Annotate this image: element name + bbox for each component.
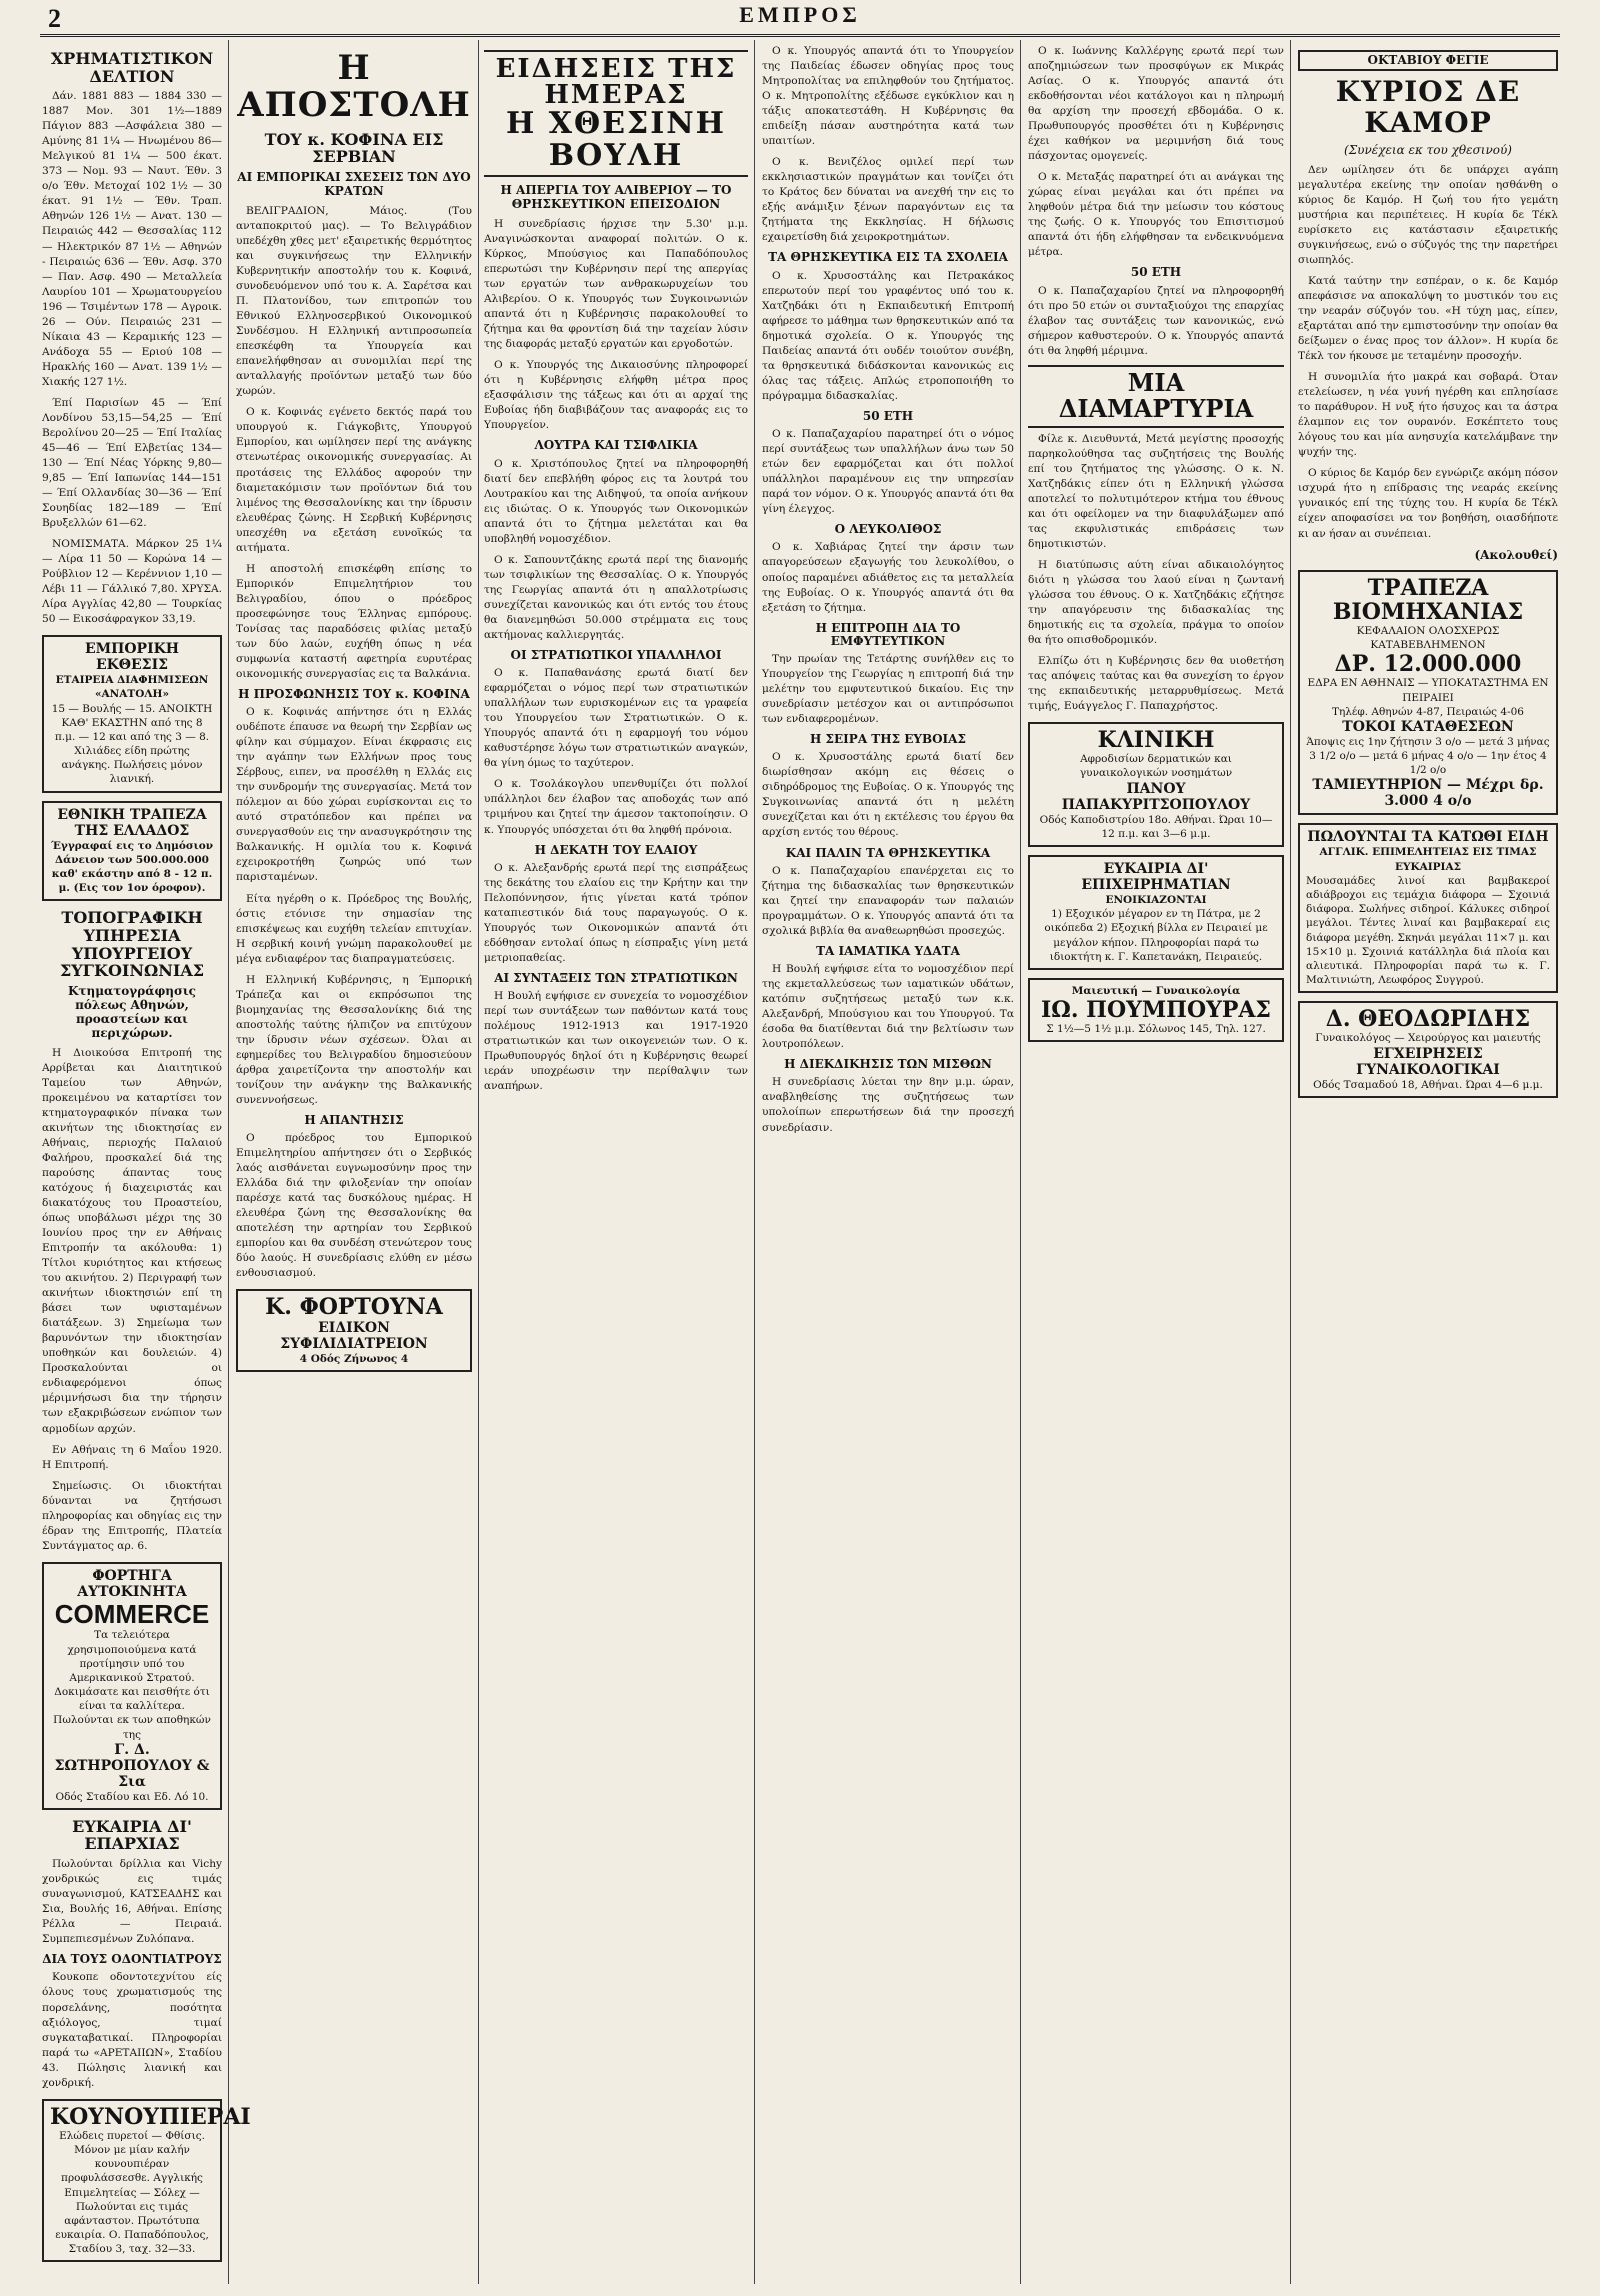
article-paragraph: Ο κ. Αλεξανδρής ερωτά περί της εισπράξεως της δεκάτης του ελαίου εις την Κρήτην και την Πελοπόννησον, ήτις γίνεται κατά τρόπον καταπιεστικόν διά τους παραγωγούς. Ο κ. Υπουργός των Οικονομικών απαντά ότι εδόθησαν εντολαί όπως η είσπραξις γίνη μετά μετριοπαθείας. (484, 861, 748, 964)
expo-title: ΕΜΠΟΡΙΚΗ ΕΚΘΕΣΙΣ (84, 641, 180, 674)
article-paragraph: Ο κ. Παπαζαχαρίου επανέρχεται εις το ζήτημα της διδασκαλίας των θρησκευτικών και ζητεί την επαναφοράν των παλαιών προγραμμάτων. Ο κ. Υπουργός απαντά ότι τα σχολικά βιβλία θα αναθεωρηθώσι προσεχώς. (762, 864, 1014, 937)
finance-text-3: ΝΟΜΙΣΜΑΤΑ. Μάρκον 25 1¼ — Λίρα 11 50 — Κορώνα 14 — Ρούβλιον 12 — Κερέννιον 1,10 — Λέβι 11 — Γάλλικό 7,80. ΧΡΥΣΑ. Λίρα Αγγλίας 42,80 — Τουρκίας 50 — Εικοσάφραγκον 33,19. (42, 538, 222, 626)
serial-continued: (Ακολουθεί) (1474, 547, 1558, 562)
section-heading: ΤΑ ΘΡΗΣΚΕΥΤΙΚΑ ΕΙΣ ΤΑ ΣΧΟΛΕΙΑ (768, 250, 1008, 265)
section-heading: 50 ΕΤΗ (862, 408, 914, 423)
doctor-ad (1028, 978, 1284, 1043)
article-paragraph: Ο κ. Υπουργός απαντά ότι το Υπουργείον της Παιδείας έδωσεν οδηγίας προς τους Μητροπολίτας να επιληφθούν του ζητήματος. Ο κ. Μητροπολίτης εξέδωσε εγκύκλιον και η τάξις αποκατεστάθη. Η Κυβέρνησις θα επιδείξη πάσαν αυστηρότητα κατά των υπαιτίων. (762, 45, 1014, 148)
kun-ad (42, 2099, 251, 2263)
ad-text: ΕΙΔΙΚΟΝ ΣΥΦΙΛΙΔΙΑΤΡΕΙΟΝ (280, 1319, 428, 1352)
banner-title-2: Η ΧΘΕΣΙΝΗ ΒΟΥΛΗ (505, 106, 727, 173)
bank-rates-title: ΤΟΚΟΙ ΚΑΤΑΘΕΣΕΩΝ (1342, 718, 1514, 735)
doctor-ad-2 (1298, 1001, 1558, 1098)
trucks-sub: ΦΟΡΤΗΓΑ ΑΥΤΟΚΙΝΗΤΑ (77, 1567, 187, 1600)
article-paragraph: Ο κ. Χριστόπουλος ζητεί να πληροφορηθή διατί δεν επεβλήθη φόρος εις τα λουτρά του Λουτρακίου και της Αιδηψού, τα οποία ανήκουν εις ιδιώτας. Ο κ. Υπουργός των Οικονομικών απαντά ότι το ζήτημα μελετάται και θα υποβληθή νομοσχέδιον. (484, 457, 748, 545)
business-ad (1028, 855, 1284, 970)
fortouna-ad (236, 1289, 472, 1371)
ad-name: ΠΑΝΟΥ ΠΑΠΑΚΥΡΙΤΣΟΠΟΥΛΟΥ (1061, 780, 1251, 813)
section-heading: ΜΙΑ ΔΙΑΜΑΡΤΥΡΙΑ (1028, 365, 1284, 428)
column-6 (1298, 44, 1558, 2284)
prov-title: ΕΥΚΑΙΡΙΑ ΔΙ' ΕΠΑΡΧΙΑΣ (72, 1816, 192, 1854)
serial-paragraph: Δεν ωμίλησεν ότι δε υπάρχει αγάπη μεγαλυτέρα εκείνης την οποίαν ησθάνθη ο κύριος δε Καμόρ. Η ζωή του ήτο γεμάτη μυστήρια και περιπέτειες. Η κυρία δε Τέκλ ευρίσκετο εις κατάστασιν εξαιρετικής συγκινήσεως, ενώ ο σύζυγός της την παρετήρει σιωπηλός. (1298, 163, 1558, 266)
column-main (484, 44, 748, 2284)
article-paragraph: Ο κ. Χρυσοστάλης και Πετρακάκος επερωτούν περί του γραφέντος υπό του κ. Χατζηδάκι ότι η Εκπαιδευτική Επιτροπή αφήρεσε το μάθημα των θρησκευτικών από τα δημοτικά σχολεία. Ο κ. Υπουργός της Παιδείας απαντά ότι ουδέν τοιούτον συνέβη, τα θρησκευτικά διδάσκονται κανονικώς εις όλας τας τάξεις. Απλώς ετροποποιήθη το πρόγραμμα διδασκαλίας. (762, 269, 1014, 402)
column-2 (236, 44, 472, 2284)
trucks-agent: Γ. Δ. ΣΩΤΗΡΟΠΟΥΛΟΥ & Σια (54, 1741, 210, 1790)
ad-name: Κ. ΦΟΡΤΟΥΝΑ (265, 1294, 443, 1321)
serial-paragraph: Ο κύριος δε Καμόρ δεν εγνώριζε ακόμη πόσον ισχυρά ήτο η επίδρασις της νεαράς εκείνης γυναικός επί της τύχης του. Η κυρία δε Τέκλ είχεν αποφασίσει να τον βοηθήση, οιασδήποτε κι αν ήσαν αι συνέπειαι. (1298, 467, 1558, 540)
article-paragraph: Ο κ. Παπαζαχαρίου παρατηρεί ότι ο νόμος περί συντάξεως των υπαλλήλων άνω των 50 ετών δεν εφαρμόζεται και ότι πολλοί υπάλληλοι παραμένουν εις την υπηρεσίαν παρά τον νόμον. Ο κ. Υπουργός απαντά ότι θα γίνη έλεγχος. (762, 428, 1014, 516)
column-rule (1290, 40, 1291, 2284)
expo-sub: ΕΤΑΙΡΕΙΑ ΔΙΑΦΗΜΙΣΕΩΝ «ΑΝΑΤΟΛΗ» (55, 674, 209, 701)
section-heading: ΚΑΙ ΠΑΛΙΝ ΤΑ ΘΡΗΣΚΕΥΤΙΚΑ (785, 845, 991, 860)
ad-addr: Οδός Καποδιστρίου 18ο. Αθήναι. Ώραι 10—12 π.μ. και 3—6 μ.μ. (1039, 813, 1273, 840)
bank-savings: ΤΑΜΙΕΥΤΗΡΙΟΝ — Μέχρι δρ. 3.000 4 ο/ο (1312, 777, 1544, 810)
section-heading: Η ΔΕΚΑΤΗ ΤΟΥ ΕΛΑΙΟΥ (534, 842, 698, 857)
topo-sub: Κτηματογράφησις πόλεως Αθηνών, προαστείων και περιχώρων. (67, 983, 196, 1040)
expo-text: 15 — Βουλής — 15. ΑΝΟΙΚΤΗ ΚΑΘ' ΕΚΑΣΤΗΝ από της 8 π.μ. — 12 και από της 3 — 8. Χιλιάδες είδη πρώτης ανάγκης. Πωλήσεις μόνον λιανική. (51, 702, 213, 786)
section-heading: ΑΙ ΣΥΝΤΑΞΕΙΣ ΤΩΝ ΣΤΡΑΤΙΩΤΙΚΩΝ (494, 970, 738, 985)
article-paragraph: Η διατύπωσις αύτη είναι αδικαιολόγητος διότι η γλώσσα του λαού είναι η ζωντανή γλώσσα του έθνους. Ο κ. Χατζηδάκις εζήτησε την απαγόρευσιν της διδασκαλίας της δημοτικής εις τα σχολεία, πράγμα το οποίον θα ήτο οπισθοδρομικόν. (1028, 558, 1284, 646)
section-heading: Η ΠΡΟΣΦΩΝΗΣΙΣ ΤΟΥ κ. ΚΟΦΙΝΑ (238, 686, 470, 701)
trucks-ad (42, 1562, 222, 1810)
article-paragraph: Ο κ. Μεταξάς παρατηρεί ότι αι ανάγκαι της χώρας είναι μεγάλαι και ότι πρέπει να ληφθούν μέτρα διά την μείωσιν του κόστους της ζωής. Ο κ. Υπουργός του Επισιτισμού απαντά ότι ήδη ελήφθησαν τα ενδεικνυόμενα μέτρα. (1028, 171, 1284, 259)
bank-hq: ΕΔΡΑ ΕΝ ΑΘΗΝΑΙΣ — ΥΠΟΚΑΤΑΣΤΗΜΑ ΕΝ ΠΕΙΡΑΙΕΙ (1307, 677, 1549, 704)
fog-title: ΔΙΑ ΤΟΥΣ ΟΔΟΝΤΙΑΤΡΟΥΣ (42, 1952, 222, 1967)
article-title: Η ΑΠΟΣΤΟΛΗ (237, 48, 471, 126)
ad-title: Μαιευτική — Γυναικολογία (1071, 984, 1241, 997)
article-paragraph: Ελπίζω ότι η Κυβέρνησις δεν θα υιοθετήση τας απόψεις ταύτας και θα συνεχίση το έργον της εκπαιδευτικής μεταρρυθμίσεως. Μετά τιμής, Ευάγγελος Γ. Παπαχρήστος. (1028, 655, 1284, 713)
article-paragraph: Είτα ηγέρθη ο κ. Πρόεδρος της Βουλής, όστις ετόνισε την σημασίαν της επισκέψεως και ευχήθη τελείαν επιτυχίαν. Η σερβική κοινή γνώμη παρακολουθεί με μέγα ενδιαφέρον τας διαπραγματεύσεις. (236, 892, 472, 965)
article-paragraph: Ο κ. Σαπουντζάκης ερωτά περί της διανομής των τσιφλικίων της Θεσσαλίας. Ο κ. Υπουργός της Γεωργίας απαντά ότι η απαλλοτρίωσις συνεχίζεται κανονικώς και ότι εντός του έτους θα διανεμηθώσι 50.000 στρέμματα εις τους ακτήμονας καλλιεργητάς. (484, 553, 748, 641)
ad-text: Αφροδισίων δερματικών και γυναικολογικών νοσημάτων (1079, 753, 1233, 780)
topo-title: ΤΟΠΟΓΡΑΦΙΚΗ ΥΠΗΡΕΣΙΑ ΥΠΟΥΡΓΕΙΟΥ ΣΥΓΚΟΙΝΩΝΙΑΣ (59, 908, 205, 981)
bank-ad (42, 801, 222, 902)
ad-text: 1) Εξοχικόν μέγαρον εν τη Πάτρα, με 2 οικόπεδα 2) Εξοχική βίλλα εν Πειραιεί με μεγάλον κήπον. Πληροφορίαι παρά τω ιδιοκτήτη κ. Γ. Καπετανάκη, Πειραιεύς. (1044, 908, 1268, 963)
ad-addr: Σ 1½—5 1½ μ.μ. Σόλωνος 145, Τηλ. 127. (1046, 1023, 1266, 1036)
article-paragraph: Ο κ. Χρυσοστάλης ερωτά διατί δεν διωρίσθησαν ακόμη εις θέσεις ο σιδηρόδρομος της Ευβοίας. Ο κ. Υπουργός της Συγκοινωνίας απαντά ότι η μελέτη συνεχίζεται και ότι η εκτέλεσις του έργου θα αρχίση εντός του θέρους. (762, 751, 1014, 839)
news-banner (484, 50, 748, 177)
sale-sub: ΑΓΓΛΙΚ. ΕΠΙΜΕΛΗΤΕΙΑΣ ΕΙΣ ΤΙΜΑΣ ΕΥΚΑΙΡΙΑΣ (1319, 846, 1537, 873)
page-number: 2 (48, 4, 61, 33)
bank-rates: Άποψις εις 1ην ζήτησιν 3 ο/ο — μετά 3 μήνας 3 1/2 ο/ο — μετά 6 μήνας 4 ο/ο — 1ην έτος 4 1/2 ο/ο (1306, 735, 1550, 777)
article-paragraph: Ο κ. Βενιζέλος ομιλεί περί των εκκλησιαστικών πραγμάτων και τονίζει ότι το Κράτος δεν δύναται να ανεχθή την εις το εξής ανάμιξιν ξένων παραγόντων εις τα ζητήματα της Εκκλησίας. Η δήλωσις εχαιρετίσθη διά χειροκροτημάτων. (762, 156, 1014, 244)
ad-sub: ΕΝΟΙΚΙΑΖΟΝΤΑΙ (1105, 894, 1207, 906)
article-paragraph: Την πρωίαν της Τετάρτης συνήλθεν εις το Υπουργείον της Γεωργίας η επιτροπή διά την μελέτην του εμφυτευτικού δικαίου. Εις την συνεδρίασιν μετέσχον και οι αντιπρόσωποι των ενδιαφερομένων. (762, 652, 1014, 726)
prov-text: Πωλούνται δρίλλια και Vichy χονδρικώς εις τιμάς συναγωνισμού, ΚΑΤΣΕΑΔΗΣ και Σια, Βουλής 16, Αθήναι. Επίσης Ρέλλα — Πειραιά. Συμπεπιεσμένων Ζυλόπανα. (42, 1858, 222, 1946)
article-paragraph: Η Βουλή εψήφισε εν συνεχεία το νομοσχέδιον περί των συντάξεων των παθόντων κατά τους πολέμους 1912-1913 και 1917-1920 στρατιωτικών και των οικογενειών των. Ο κ. Πρωθυπουργός δηλοί ότι η Κυβέρνησις θεωρεί ιεράν υποχρέωσιν την περίθαλψιν των αναπήρων. (484, 990, 748, 1093)
section-heading: ΛΟΥΤΡΑ ΚΑΙ ΤΣΙΦΛΙΚΙΑ (534, 438, 698, 453)
doc-addr: Οδός Τσαμαδού 18, Αθήναι. Ώραι 4—6 μ.μ. (1313, 1078, 1543, 1091)
ad-title: ΕΥΚΑΙΡΙΑ ΔΙ' ΕΠΙΧΕΙΡΗΜΑΤΙΑΝ (1081, 861, 1231, 893)
serial-note: (Συνέχεια εκ του χθεσινού) (1344, 142, 1512, 157)
trucks-text: Τα τελειότερα χρησιμοποιούμενα κατά προτίμησιν υπό του Αμερικανικού Στρατού. Δοκιμάσατε και πεισθήτε ότι είναι τα καλλίτερα. Πωλούνται εκ των αποθηκών της (53, 1629, 211, 1741)
bank-title: ΕΘΝΙΚΗ ΤΡΑΠΕΖΑ ΤΗΣ ΕΛΛΑΔΟΣ (57, 806, 207, 839)
section-heading: Η ΑΠΑΝΤΗΣΙΣ (304, 1112, 404, 1127)
article-paragraph: Η συνεδρίασις ήρχισε την 5.30' μ.μ. Αναγινώσκονται αναφοραί πολιτών. Ο κ. Κύρκος, Μπούσγιος και Παπαδόπουλος επερωτώσι την Κυβέρνησιν περί της απεργίας των εργατών των ανθρακωρυχείων του Αλιβερίου. Ο κ. Υπουργός των Συγκοινωνιών απαντά ότι η Κυβέρνησις παρακολουθεί το ζήτημα και θα φροντίση διά την ταχείαν λύσιν της διαφοράς μεταξύ εργατών και εργοδοτών. (484, 218, 748, 351)
section-heading: 50 ΕΤΗ (1130, 265, 1182, 280)
article-paragraph: Η Βουλή εψήφισε είτα το νομοσχέδιον περί της εκμεταλλεύσεως των ιαματικών υδάτων, κατόπιν συζητήσεως μεταξύ των κ.κ. Αλεξανδρή, Μπούσγιου και του Υπουργού. Τα έσοδα θα διατίθενται διά την βελτίωσιν των λουτροπόλεων. (762, 963, 1014, 1051)
masthead (40, 4, 1560, 37)
article-paragraph: Ο κ. Κοφινάς εγένετο δεκτός παρά του υπουργού κ. Γιάγκοβιτς, Υπουργού Εμπορίου, και ωμίλησεν περί της ανάγκης στενωτέρας οικονομικής συνεργασίας. Αι προτάσεις της Ελλάδος αφορούν την διαμετακόμισιν των προϊόντων διά του λιμένος της Θεσσαλονίκης και την ίδρυσιν ελευθέρας ζώνης. Η Σερβική Κυβέρνησις υπεσχέθη να εξετάση ευνοϊκώς τα αιτήματα. (236, 406, 472, 554)
expo-ad (42, 635, 222, 792)
industry-bank-ad (1298, 570, 1558, 816)
paper-name: ΕΜΠΡΟΣ (739, 2, 861, 27)
serial-title: ΚΥΡΙΟΣ ΔΕ ΚΑΜΟΡ (1335, 75, 1521, 139)
article-paragraph: Ο κ. Κοφινάς απήντησε ότι η Ελλάς ουδέποτε έπαυσε να θεωρή την Σερβίαν ως φίλην και σύμμαχον. Είναι έκφρασις εις την αγάπην των Ελλήνων προς τους Σέρβους, ειπεν, να προσέλθη η Ελλάς εις την συνδρομήν της συνεργασίας. Μετά τον πόλεμον αι δύο χώραι ευρίσκονται εις το αυτό στρατόπεδον και πρέπει να συνεργασθούν εις την ανασυγκρότησιν της Βαλκανικής. Η ομιλία του κ. Κοφινά εχειροκροτήθη ζωηρώς υπό των παρισταμένων. (236, 706, 472, 884)
ad-name: ΙΩ. ΠΟΥΜΠΟΥΡΑΣ (1040, 997, 1271, 1024)
topo-text: Η Διοικούσα Επιτροπή της Αρρίβεται και Διαιτητικού Ταμείου των Αθηνών, προκειμένου να καταρτίσει τον κτηματογραφικόν πίνακα των ακινήτων της ιδιοκτησίας εν Αθήναις, περιοχής Παλαιού Φαλήρου, προσκαλεί διά της παρούσης άπαντας τους κατόχους ή διαχειριστάς και διακατόχους του Προαστείου, όπως υποβάλωσι μέχρι της 30 Ιουνίου προς την εν Αθήναις Επιτροπήν τα ακόλουθα: 1) Τίτλοι κυριότητος και κτήσεως του ακινήτου. 2) Περιγραφή των ακινήτων ιδιοκτησιών επί τη βάσει των υφισταμένων διατάξεων. 3) Σημείωμα των βαρυνόντων την ιδιοκτησίαν υποθηκών και δουλειών. 4) Προσκαλούνται οι ενδιαφερόμενοι όπως μέριμνήσωσι δια την τήρησιν των εξακριβώσεων ενώπιον των αρμοδίων αρχών. (42, 1046, 222, 1435)
ad-title: ΚΛΙΝΙΚΗ (1097, 727, 1215, 754)
article-sub: ΑΙ ΕΜΠΟΡΙΚΑΙ ΣΧΕΣΕΙΣ ΤΩΝ ΔΥΟ ΚΡΑΤΩΝ (237, 169, 471, 198)
column-rule (228, 40, 229, 2284)
topo-note: Σημείωσις. Οι ιδιοκτήται δύνανται να ζητήσωσι πληροφορίας και οδηγίας εις την έδραν της Επιτροπής, Πλατεία Συντάγματος αρ. 6. (42, 1479, 222, 1552)
clinic-ad (1028, 722, 1284, 847)
serial-paragraph: Η συνομιλία ήτο μακρά και σοβαρά. Όταν ετελείωσεν, η νέα γυνή ηγέρθη και επλησίασε το παράθυρον. Η νυξ ήτο ήσυχος και τα άστρα έλαμπον εις τον ουρανόν. Εσκέπτετο τους λόγους του και μία ανησυχία κατελάμβανε την ψυχήν της. (1298, 371, 1558, 459)
bank-text: Έγγραφαί εις το Δημόσιον Δάνειον των 500.000.000 καθ' εκάστην από 8 - 12 π. μ. (Εις τον 1ον όροφον). (50, 839, 213, 895)
section-heading: ΤΑ ΙΑΜΑΤΙΚΑ ΥΔΑΤΑ (816, 943, 960, 958)
column-1 (42, 44, 251, 2284)
article-paragraph: Ο κ. Παπαθανάσης ερωτά διατί δεν εφαρμόζεται ο νόμος περί των στρατιωτικών υπαλλήλων των ευρισκομένων εις τα γραφεία του Υπουργείου των Στρατιωτικών. Ο κ. Υπουργός απαντά ότι η εφαρμογή του νόμου καθυστέρησε λόγω των στρατιωτικών αναγκών, θα γίνη όμως το ταχύτερον. (484, 667, 748, 770)
finance-text-2: Έπί Παρισίων 45 — Έπί Λονδίνου 53,15—54,25 — Έπί Βερολίνου 20—25 — Έπί Ιταλίας 45—46 — Έπί Ελβετίας 134—130 — Έπί Νέας Υόρκης 9,80—9,85 — Έπί Ιαπωνίας 144—151 — Έπί Ολλανδίας 30—36 — Έπί Σουηδίας 182—189 — Έπί Βρυξελλών 61—62. (42, 396, 222, 530)
doc-name: Δ. ΘΕΟΔΩΡΙΔΗΣ (1325, 1006, 1531, 1033)
column-rule (1020, 40, 1021, 2284)
bank-amount: ΔΡ. 12.000.000 (1334, 651, 1522, 678)
doc-spec: Γυναικολόγος — Χειρούργος και μαιευτής (1315, 1032, 1541, 1045)
column-rule (478, 40, 479, 2284)
column-3 (762, 44, 1014, 2284)
article-paragraph: ΒΕΛΙΓΡΑΔΙΟΝ, Μάιος. (Του ανταποκριτού μας). — Το Βελιγράδιον υπεδέχθη χθες μετ' εξαιρετικής θερμότητος και συγκινήσεως την Ελληνικήν Κυβερνητικήν αποστολήν του κ. Κοφινά, συνοδευόμενον υπό του κ. Α. Σαρέτσα και Π. Πλατονίδου, των επιτροπών του Εθνικού Ελληνοσερβικού Οικονομικού Συνδέσμου. Η Ελληνική αντιπροσωπεία επεσκέφθη τα Υπουργεία και επανελήφθησαν αι συνομιλίαι περί της ανταλλαγής προϊόντων μεταξύ των δύο χωρών. (236, 204, 472, 398)
serial-author: ΟΚΤΑΒΙΟΥ ΦΕΓΙΕ (1298, 50, 1558, 71)
ad-addr: 4 Οδός Ζήνωνος 4 (299, 1352, 409, 1365)
article-paragraph: Ο κ. Υπουργός της Δικαιοσύνης πληροφορεί ότι η Κυβέρνησις ελήφθη μέτρα προς εξασφάλισιν της τάξεως και ότι αι αρχαί της Ευβοίας ήδη διαβιβάζουν τας αναφοράς εις το Υπουργείον. (484, 359, 748, 432)
sale-ad (1298, 823, 1558, 993)
section-heading: Ο ΛΕΥΚΟΛΙΘΟΣ (834, 522, 942, 537)
article-title-2: ΤΟΥ κ. ΚΟΦΙΝΑ ΕΙΣ ΣΕΡΒΙΑΝ (264, 129, 444, 167)
trucks-addr: Οδός Σταδίου και Εδ. Λό 10. (55, 1790, 209, 1803)
section-heading: Η ΔΙΕΚΔΙΚΗΣΙΣ ΤΩΝ ΜΙΣΘΩΝ (784, 1057, 992, 1072)
article-paragraph: Ο κ. Ιωάννης Καλλέργης ερωτά περί των αποζημιώσεων των προσφύγων εκ Μικράς Ασίας. Ο κ. Υπουργός απαντά ότι εκδοθήσονται νέοι κατάλογοι και η πληρωμή θα αρχίση την προσεχή εβδομάδα. Ο κ. Πρωθυπουργός προσθέτει ότι η Κυβέρνησις έχει καθήκον να μεριμνήση διά τους πάσχοντας ομογενείς. (1028, 45, 1284, 163)
finance-title: ΧΡΗΜΑΤΙΣΤΙΚΟΝ ΔΕΛΤΙΟΝ (50, 49, 214, 86)
doc-cert: ΕΓΧΕΙΡΗΣΕΙΣ ΓΥΝΑΙΚΟΛΟΓΙΚΑΙ (1356, 1045, 1500, 1078)
section-heading: Η ΣΕΙΡΑ ΤΗΣ ΕΥΒΟΙΑΣ (810, 732, 966, 747)
topo-date: Εν Αθήναις τη 6 Μαΐου 1920. Η Επιτροπή. (42, 1443, 222, 1471)
section-heading: Η ΕΠΙΤΡΟΠΗ ΔΙΑ ΤΟ ΕΜΦΥΤΕΥΤΙΚΟΝ (815, 620, 961, 648)
article-paragraph: Φίλε κ. Διευθυντά, Μετά μεγίστης προσοχής παρηκολούθησα τας συζητήσεις της Βουλής επί του ζητήματος της γλώσσης. Ο κ. Ν. Χατζηδάκις είπεν ότι η Ελληνική γλώσσα αποτελεί το πολυτιμότερον κτήμα του έθνους και ότι οφείλομεν να την διαφυλάξωμεν από τας εκφυλιστικάς επιδράσεις των δημοτικιστών. (1028, 432, 1284, 550)
sale-text: Μουσαμάδες λινοί και βαμβακεροί αδιάβροχοι εις τεμάχια διάφορα — Σχοινιά διάφορα. Σωλήνες σιδηροί. Κάλυκες σιδηροί μεγάλοι. Τέντες λιναί και βαμβακεραί εις διάφορα μεγέθη. Σκηνάι μεγάλαι 11×7 μ. και 15×10 μ. Σχοινιά κατάλληλα διά πλοία και αλιευτικά. Πληροφορίαι παρά τω κ. Γ. Μαλτινιώτη, Λεωφόρος Συγγρού. (1306, 874, 1550, 987)
bank-phone: Τηλέφ. Αθηνών 4-87, Πειραιώς 4-06 (1331, 705, 1524, 718)
article-paragraph: Ο πρόεδρος του Εμπορικού Επιμελητηρίου απήντησεν ότι ο Σερβικός λαός αισθάνεται ευγνωμοσύνην προς την Ελλάδα διά την φιλοξενίαν την οποίαν παρέσχε κατά τας δυσκόλους ημέρας. Η ελευθέρα ζώνη της Θεσσαλονίκης θα αποτελέση την αρτηρίαν του Σερβικού εμπορίου και θα συνδέση στενώτερον τους δύο λαούς. Η συνεδρίασις ελύθη εν μέσω ενθουσιασμού. (236, 1132, 472, 1280)
article-paragraph: Η συνεδρίασις λύεται την 8ην μ.μ. ώραν, αναβληθείσης της συζητήσεως των υπολοίπων επερωτήσεων διά την προσεχή συνεδρίασιν. (762, 1076, 1014, 1134)
kun-text: Ελώδεις πυρετοί — Φθίσις. Μόνον με μίαν καλήν κουνουπιέραν προφυλάσσεσθε. Αγγλικής Επιμελητείας — Σόλεχ — Πωλούνται εις τιμάς αφάνταστον. Πρωτότυπα ευκαιρία. Ο. Παπαδόπουλος, Σταδίου 3, ταχ. 32—33. (55, 2129, 209, 2256)
section-heading: ΟΙ ΣΤΡΑΤΙΩΤΙΚΟΙ ΥΠΑΛΛΗΛΟΙ (510, 648, 722, 662)
banner-title-1: ΕΙΔΗΣΕΙΣ ΤΗΣ ΗΜΕΡΑΣ (495, 54, 737, 110)
column-5 (1028, 44, 1284, 2284)
fog-text: Κουκοπε οδοντοτεχνίτου είς όλους τους χρωματισμούς της πορσελάνης, ποσότητα αξιόλογος, τιμαί συγκαταβατικαί. Πληροφορίαι παρά τω «ΑΡΕΤΑΙΙΩΝ», Σταδίου 43. Πώλησις λιανική και χονδρική. (42, 1971, 222, 2089)
banner-sub: Η ΑΠΕΡΓΙΑ ΤΟΥ ΑΛΙΒΕΡΙΟΥ — ΤΟ ΘΡΗΣΚΕΥΤΙΚΟΝ ΕΠΕΙΣΟΔΙΟΝ (500, 183, 732, 211)
sale-title: ΠΩΛΟΥΝΤΑΙ ΤΑ ΚΑΤΩΘΙ ΕΙΔΗ (1307, 829, 1549, 846)
serial-paragraph: Κατά ταύτην την εσπέραν, ο κ. δε Καμόρ απεφάσισε να αποκαλύψη το μυστικόν του εις την νεαράν σύζυγόν του. «Η τύχη μας, είπεν, εξαρτάται από την εμπιστοσύνην την οποίαν θα δείξωμεν ο ένας προς τον άλλον». Η κυρία δε Τέκλ τον ήκουσε με τεταμένην προσοχήν. (1298, 275, 1558, 363)
article-paragraph: Η Ελληνική Κυβέρνησις, η Έμπορική Τράπεζα και οι εκπρόσωποι της βιομηχανίας της Θεσσαλονίκης διά της αποστολής ταύτης ήλπιζον να επιτύχουν την ίδρυσιν νέων σχέσεων. Όλαι αι εφημερίδες του Βελιγραδίου δημοσιεύουν άρθρα χαιρετίζοντα την αποστολήν και τονίζουν την ανάγκην της Βαλκανικής συνεννοήσεως. (236, 973, 472, 1106)
bank-capital: ΚΕΦΑΛΑΙΟΝ ΟΛΟΣΧΕΡΩΣ ΚΑΤΑΒΕΒΛΗΜΕΝΟΝ (1356, 624, 1500, 652)
trucks-brand: COMMERCE (54, 1598, 210, 1629)
bank-title: ΤΡΑΠΕΖΑ ΒΙΟΜΗΧΑΝΙΑΣ (1332, 574, 1524, 625)
finance-text: Δάν. 1881 883 — 1884 330 — 1887 Μον. 301 1½—1889 Πάγιον 883 —Ασφάλεια 380 —Αμύνης 81 1¼ — Ηνωμένου 86— Μελγικού 81 1¼ — 500 έκατ. 373 — Νομ. 93 — Ναυτ. Έθν. 3 ο/ο Έθν. Μετοχαί 102 1½ — 30 έκατ. 91 1½ — Έθν. Τραπ. Αθηνών 126 1½ — Ανατ. 130 — Πειραιώς 442 — Θεσσαλίας 112 — Ηλεκτρικόν 87 1½ — Αθηνών - Πειραιώς 636 — Έθν. Ασφ. 370 — Παν. Ασφ. 490 — Μεταλλεία Λαυρίου 101 — Χρωματουργείου 196 — Τσιμέντων 178 — Αγροικ. 26 — Ούν. Πειραιώς 231 — Νίκαια 43 — Κεραμικής 123 — Ανάδοχα 55 — Εριού 108 — Ηρακλής 160 — Ανατ. 139 1½ — Χιακής 127 1½. (42, 90, 222, 388)
article-paragraph: Ο κ. Τσολάκογλου υπενθυμίζει ότι πολλοί υπάλληλοι δεν έλαβον τας αποδοχάς των από τριμήνου και ζητεί την άμεσον τακτοποίησιν. Ο κ. Υπουργός υπόσχεται ότι θα ληφθή πρόνοια. (484, 778, 748, 836)
column-rule (754, 40, 755, 2284)
article-paragraph: Ο κ. Παπαζαχαρίου ζητεί να πληροφορηθή ότι προ 50 ετών οι συνταξιούχοι της επαρχίας έλαβον τας συντάξεις των κανονικώς, ενώ σήμερον καθυστερούν. Ο κ. Υπουργός απαντά ότι θα ληφθή μέριμνα. (1028, 284, 1284, 357)
article-paragraph: Ο κ. Χαβιάρας ζητεί την άρσιν των απαγορεύσεων εξαγωγής του λευκολίθου, ο οποίος παραμένει αδιάθετος εις τα μεταλλεία της Ευβοίας. Ο κ. Υπουργός απαντά ότι θα εξετάση το ζήτημα. (762, 541, 1014, 614)
article-paragraph: Η αποστολή επισκέφθη επίσης το Εμπορικόν Επιμελητήριον του Βελιγραδίου, όπου ο πρόεδρος προσεφώνησε τους Έλληνας εμπόρους. Τονίσας τας παραδόσεις φιλίας μεταξύ των δύο λαών, ευχήθη όπως η νέα συμφωνία καταστή αφετηρία ευρυτέρας οικονομικής συνεργασίας εις τα Βαλκάνια. (236, 562, 472, 680)
kun-title: ΚΟΥΝΟΥΠΙΕΡΑΙ (50, 2103, 251, 2130)
